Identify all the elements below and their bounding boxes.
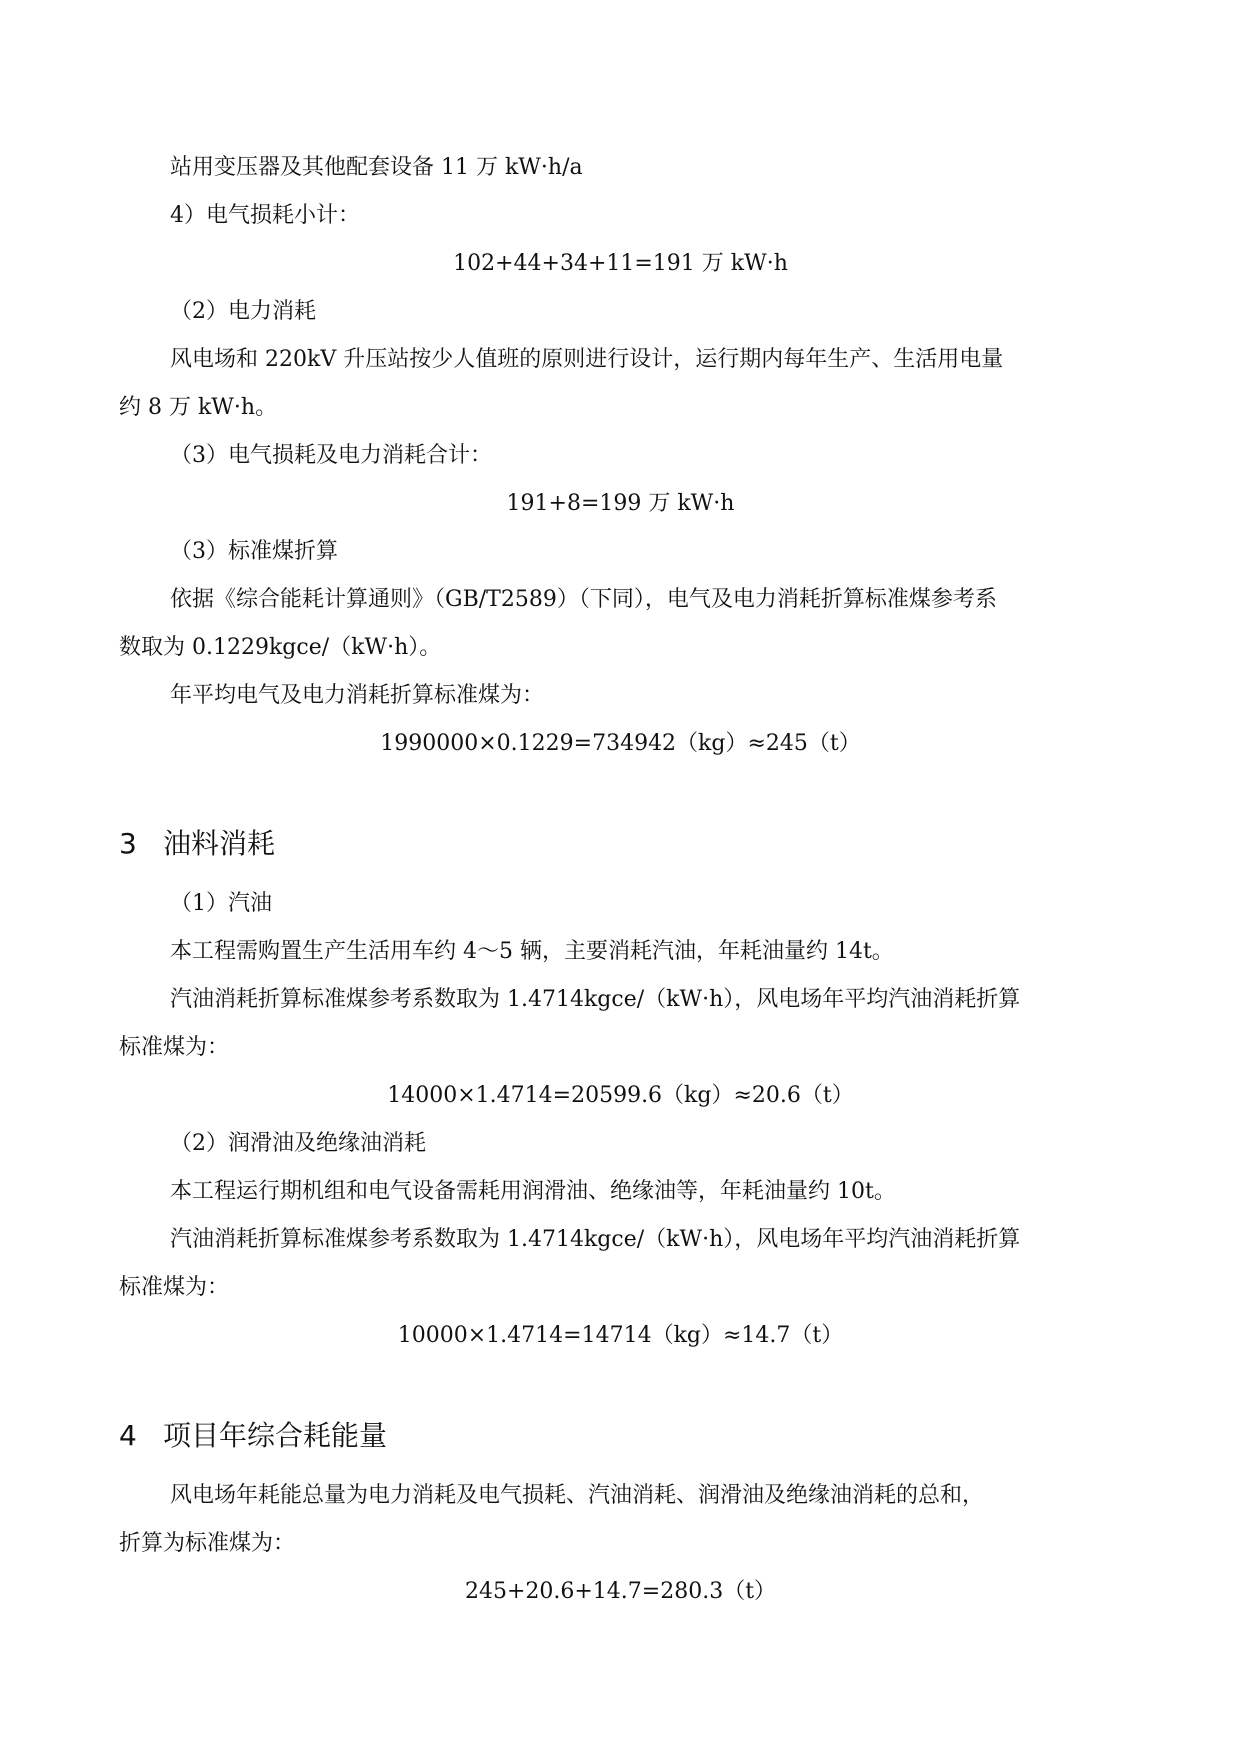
section-number: 4 — [119, 1419, 137, 1452]
section-title: 油料消耗 — [163, 827, 276, 860]
section-title: 项目年综合耗能量 — [163, 1419, 388, 1452]
paragraph-line: 风电场年耗能总量为电力消耗及电气损耗、汽油消耗、润滑油及绝缘油消耗的总和， — [170, 1483, 985, 1508]
subsection-title: （3）标准煤折算 — [170, 539, 338, 564]
equation-line: 191+8=199 万 kW·h — [506, 491, 735, 516]
equation-line: 1990000×0.1229=734942（kg）≈245（t） — [380, 731, 861, 756]
paragraph-line: 折算为标准煤为： — [119, 1531, 296, 1556]
subsection-title: （3）电气损耗及电力消耗合计： — [170, 443, 492, 468]
subsection-title: （2）电力消耗 — [170, 299, 316, 324]
equation-line: 10000×1.4714=14714（kg）≈14.7（t） — [397, 1323, 844, 1348]
paragraph-line: 本工程需购置生产生活用车约 4～5 辆，主要消耗汽油，年耗油量约 14t。 — [170, 939, 894, 964]
paragraph-line: 数取为 0.1229kgce/（kW·h）。 — [119, 635, 442, 660]
paragraph-line: 年平均电气及电力消耗折算标准煤为： — [170, 683, 545, 708]
section-heading-4 — [119, 1418, 387, 1454]
paragraph-line: 标准煤为： — [119, 1035, 230, 1060]
paragraph-line: 站用变压器及其他配套设备 11 万 kW·h/a — [170, 155, 583, 180]
subsection-title: （1）汽油 — [170, 891, 272, 916]
section-heading-3 — [119, 826, 275, 862]
paragraph-line: 本工程运行期机组和电气设备需耗用润滑油、绝缘油等，年耗油量约 10t。 — [170, 1179, 896, 1204]
equation-line: 102+44+34+11=191 万 kW·h — [453, 251, 788, 276]
paragraph-line: 标准煤为： — [119, 1275, 230, 1300]
paragraph-line: 汽油消耗折算标准煤参考系数取为 1.4714kgce/（kW·h），风电场年平均汽油消耗折算 — [170, 987, 1021, 1012]
subsection-title: （2）润滑油及绝缘油消耗 — [170, 1131, 426, 1156]
paragraph-line: 风电场和 220kV 升压站按少人值班的原则进行设计，运行期内每年生产、生活用电量 — [170, 347, 1004, 372]
equation-line: 14000×1.4714=20599.6（kg）≈20.6（t） — [387, 1083, 854, 1108]
list-item: 4）电气损耗小计： — [170, 203, 360, 228]
paragraph-line: 汽油消耗折算标准煤参考系数取为 1.4714kgce/（kW·h），风电场年平均汽油消耗折算 — [170, 1227, 1021, 1252]
equation-line: 245+20.6+14.7=280.3（t） — [464, 1579, 777, 1604]
paragraph-line: 约 8 万 kW·h。 — [119, 395, 278, 420]
paragraph-line: 依据《综合能耗计算通则》（GB/T2589）（下同），电气及电力消耗折算标准煤参考系 — [170, 587, 997, 612]
section-number: 3 — [119, 827, 137, 860]
